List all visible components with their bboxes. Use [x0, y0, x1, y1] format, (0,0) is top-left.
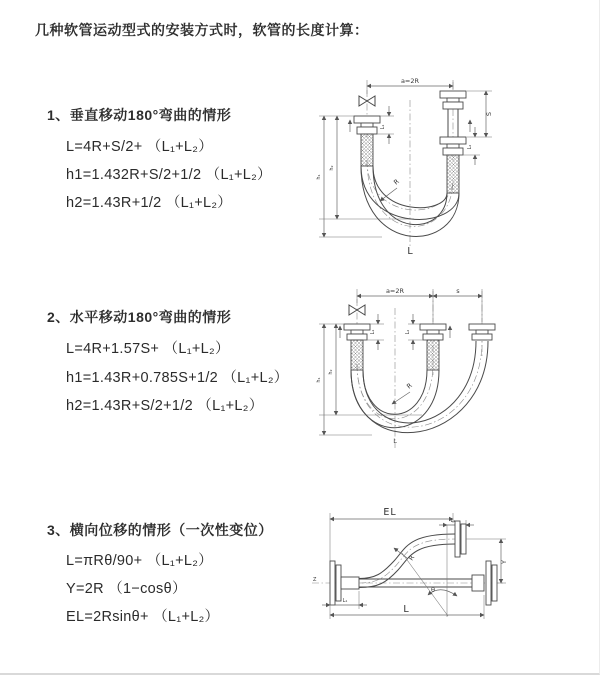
section-3-heading: 3、横向位移的情形（一次性变位） — [47, 522, 273, 538]
dim-l — [330, 595, 484, 619]
page-title: 几种软管运动型式的安装方式时，软管的长度计算： — [35, 22, 369, 38]
dim-label-y: Y — [500, 560, 508, 564]
flange-right-upper — [440, 91, 466, 109]
dim-label-l1: L₁ — [370, 329, 376, 335]
dim-label-h2: h₂ — [328, 369, 334, 375]
dim-l1 — [363, 314, 384, 350]
radius-callout — [380, 177, 401, 201]
section-2-heading: 2、水平移动180°弯曲的情形 — [47, 309, 232, 325]
dim-label-s: s — [456, 287, 460, 295]
dim-label-h1: h₁ — [316, 377, 322, 383]
dim-el — [330, 507, 453, 561]
formula-line: Y=2R （1−cosθ） — [66, 581, 187, 597]
formula-line: h1=1.432R+S/2+1/2 （L₁+L₂） — [66, 167, 272, 183]
dim-label-l1: L₁ — [342, 598, 348, 604]
formula-line: h2=1.43R+1/2 （L₁+L₂） — [66, 195, 233, 211]
formula-line: L=πRθ/90+ （L₁+L₂） — [66, 553, 213, 569]
dim-label-a2r: a=2R — [400, 77, 420, 85]
label-r: R — [407, 553, 417, 563]
dim-label-el: EL — [383, 507, 397, 518]
label-z: Z — [313, 577, 317, 583]
centerlines — [357, 291, 482, 448]
formula-line: h1=1.43R+0.785S+1/2 （L₁+L₂） — [66, 370, 289, 386]
dim-label-h1: h₁ — [316, 174, 322, 180]
label-l: L — [393, 437, 397, 445]
dim-label-l2: L₂ — [467, 144, 473, 150]
label-r: R — [392, 177, 401, 187]
flange-right-lower — [440, 137, 466, 193]
section-1-heading: 1、垂直移动180°弯曲的情形 — [47, 107, 232, 123]
hose-loops — [351, 341, 488, 433]
dim-label-l2: L₂ — [450, 518, 456, 524]
label-r: R — [405, 381, 414, 391]
dim-label-l2: L₂ — [405, 329, 411, 335]
flange-left — [344, 324, 370, 370]
flange-right-ghost — [469, 324, 495, 340]
dim-l2 — [405, 314, 427, 350]
formula-line: h2=1.43R+S/2+1/2 （L₁+L₂） — [66, 398, 264, 414]
dim-l1 — [377, 106, 394, 144]
hose-s-curve — [359, 521, 466, 588]
dim-label-l1: L₁ — [380, 124, 386, 130]
dim-label-a2r: a=2R — [385, 287, 405, 295]
dim-label-h2: h₂ — [329, 165, 335, 171]
flange-left — [354, 116, 380, 166]
dim-label-l: L — [403, 604, 409, 615]
radius-callout — [392, 381, 414, 404]
dim-l2 — [460, 127, 480, 165]
formula-line: L=4R+S/2+ （L₁+L₂） — [66, 139, 214, 155]
dim-s — [433, 287, 482, 296]
label-l: L — [407, 246, 413, 257]
dim-s — [467, 91, 493, 137]
formula-line: EL=2Rsinθ+ （L₁+L₂） — [66, 609, 220, 625]
flange-middle — [420, 324, 446, 370]
diagram-vertical-180-bend — [310, 70, 600, 265]
dim-a2r — [357, 287, 482, 322]
formula-line: L=4R+1.57S+ （L₁+L₂） — [66, 341, 230, 357]
diagram-horizontal-180-bend — [310, 280, 600, 470]
radius-callout — [394, 548, 417, 562]
label-theta: θ — [431, 586, 435, 594]
dim-l1 — [322, 591, 367, 609]
dim-label-s: S — [485, 111, 493, 117]
diagram-lateral-displacement — [300, 495, 600, 660]
